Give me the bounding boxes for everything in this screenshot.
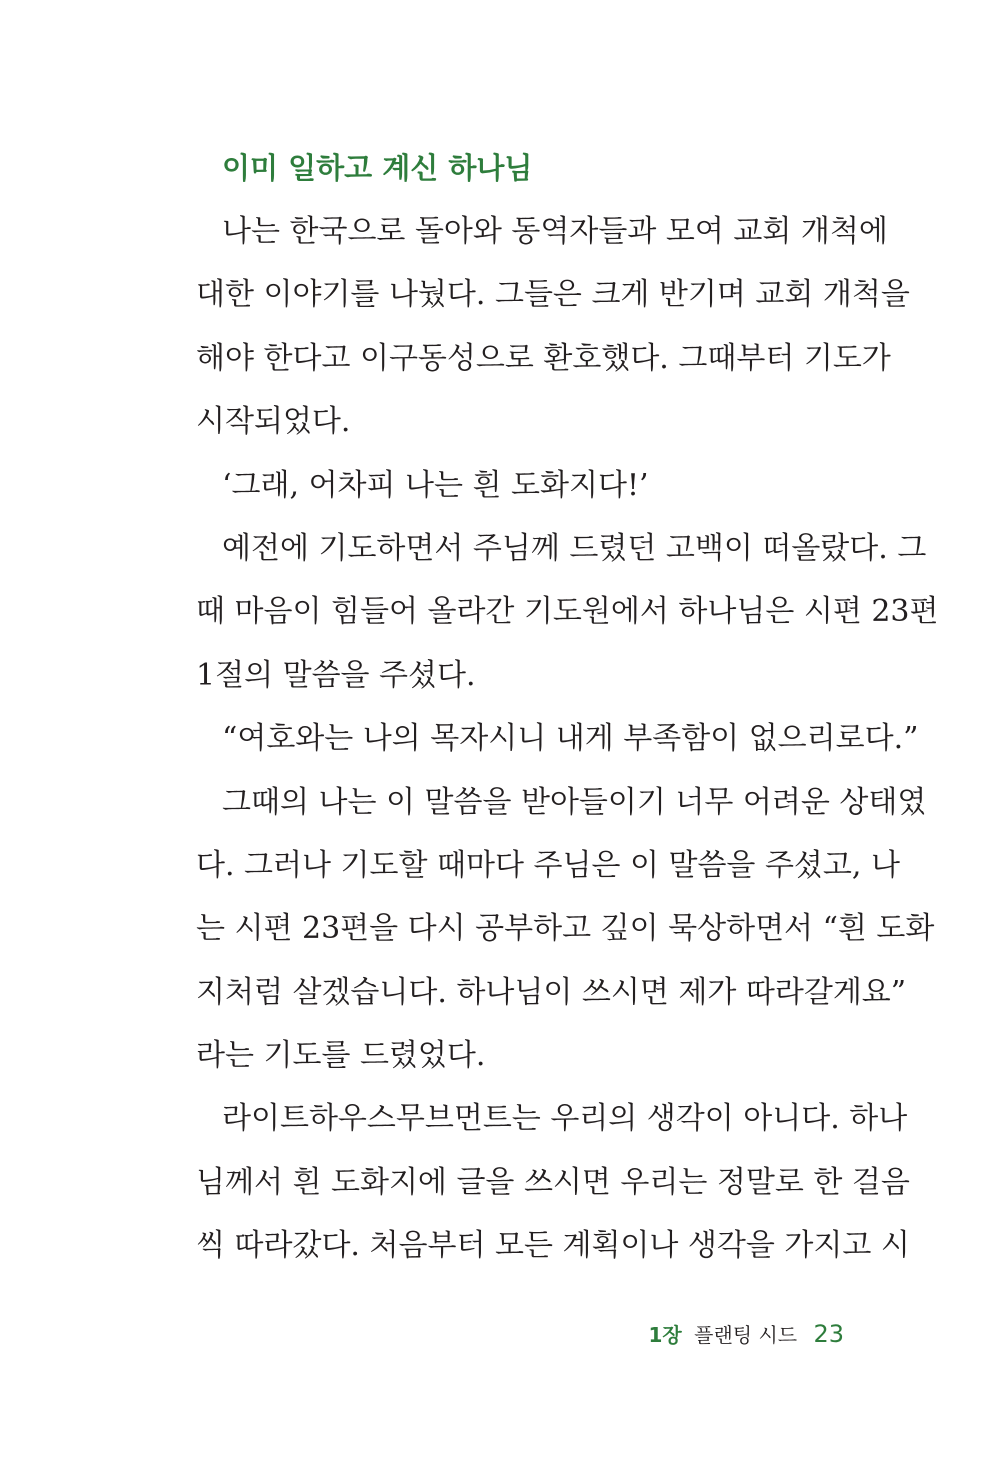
paragraph-3-line-1: 예전에 기도하면서 주님께 드렸던 고백이 떠올랐다. 그 [222,530,927,566]
body-text [196,200,939,1278]
paragraph-1-line-2: 대한 이야기를 나눴다. 그들은 크게 반기며 교회 개척을 [196,277,910,313]
paragraph-1-line-1: 나는 한국으로 돌아와 동역자들과 모여 교회 개척에 [222,214,888,249]
section-heading: 이미 일하고 계신 하나님 [222,151,533,185]
paragraph-1-line-4: 시작되었다. [196,404,351,440]
paragraph-5-line-4: 지처럼 살겠습니다. 하나님이 쓰시면 제가 따라갈게요” [196,974,907,1010]
paragraph-5-line-3: 는 시편 23편을 다시 공부하고 깊이 묵상하면서 “흰 도화 [196,911,935,947]
paragraph-5-line-5: 라는 기도를 드렸었다. [196,1038,486,1074]
paragraph-6-line-3: 씩 따라갔다. 처음부터 모든 계획이나 생각을 가지고 시 [196,1228,910,1264]
paragraph-3-line-3: 1절의 말씀을 주셨다. [196,657,476,693]
chapter-title: 플랜팅 시드 [694,1323,798,1347]
chapter-label: 1장 [648,1323,682,1347]
paragraph-1-line-3: 해야 한다고 이구동성으로 환호했다. 그때부터 기도가 [196,340,891,376]
page-number: 23 [813,1320,844,1348]
paragraph-3-line-2: 때 마음이 힘들어 올라간 기도원에서 하나님은 시편 23편 [196,594,939,630]
paragraph-5-line-1: 그때의 나는 이 말씀을 받아들이기 너무 어려운 상태였 [222,784,927,820]
paragraph-6-line-2: 님께서 흰 도화지에 글을 쓰시면 우리는 정말로 한 걸음 [196,1164,910,1200]
page-footer [649,1319,844,1350]
paragraph-5-line-2: 다. 그러나 기도할 때마다 주님은 이 말씀을 주셨고, 나 [196,847,900,883]
paragraph-2-line-1: ‘그래, 어차피 나는 흰 도화지다!’ [222,467,649,503]
paragraph-4-line-1: “여호와는 나의 목자시니 내게 부족함이 없으리로다.” [222,721,919,757]
paragraph-6-line-1: 라이트하우스무브먼트는 우리의 생각이 아니다. 하나 [222,1101,908,1137]
